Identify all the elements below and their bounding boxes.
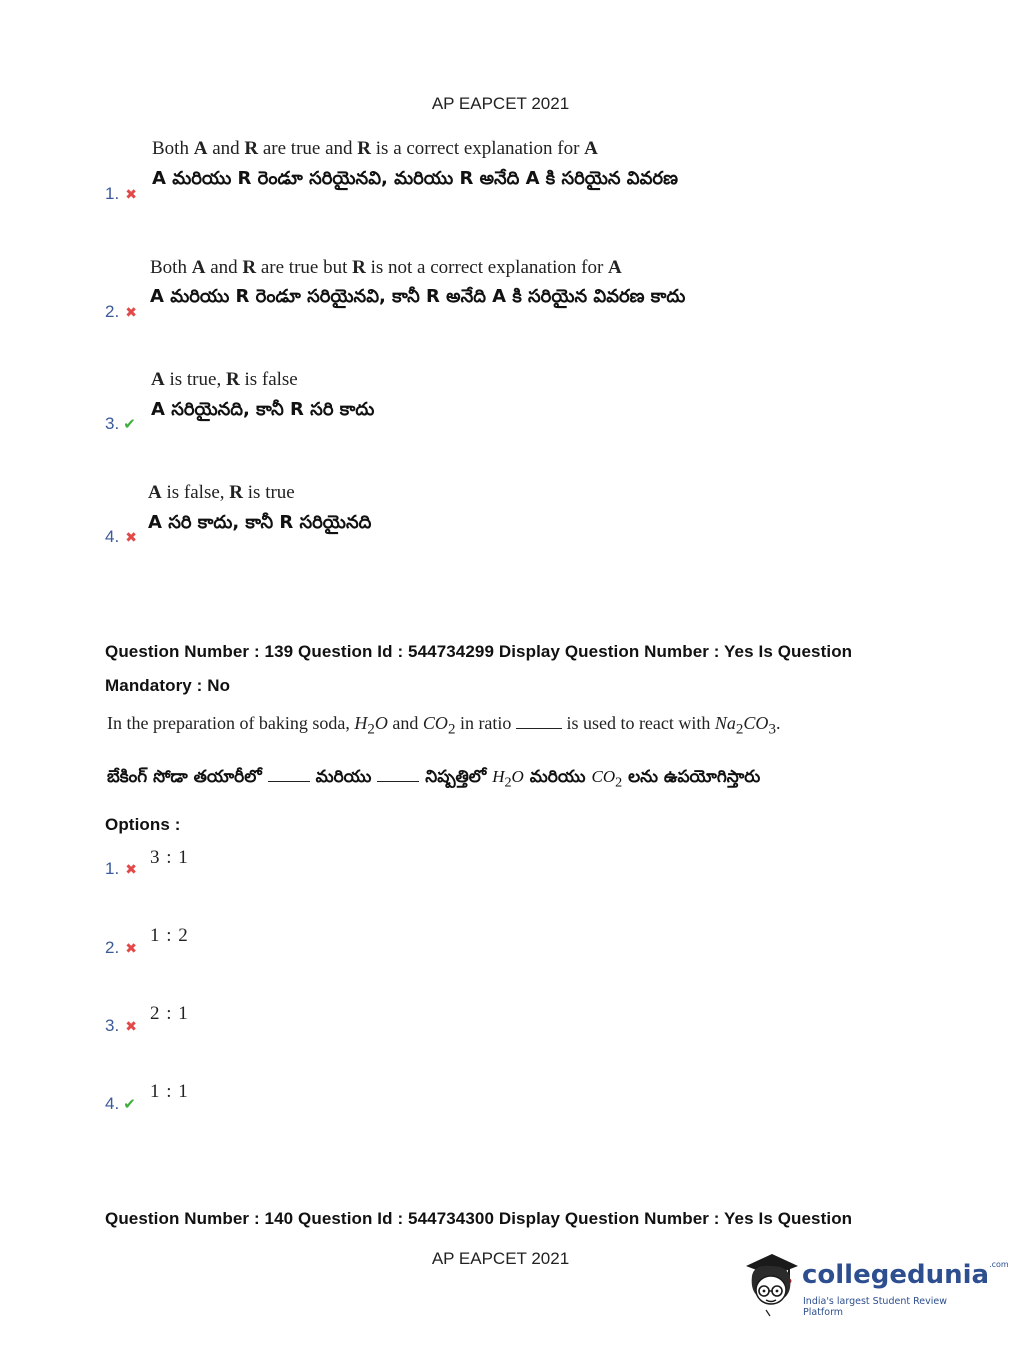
option-value: 1 : 2	[150, 925, 189, 946]
option-value: 3 : 1	[150, 847, 189, 868]
page-header: AP EAPCET 2021	[431, 94, 570, 113]
option-number: 4. ✔	[105, 1094, 136, 1113]
option-value: 1 : 1	[150, 1081, 189, 1102]
logo-tagline: India's largest Student Review Platform	[803, 1296, 947, 1318]
question-139-text-en: In the preparation of baking soda, $H_2O$ and $CO_2$ in ratio is used to react with $Na_2CO_3$.	[107, 713, 781, 738]
option-text-en: A is true, R is false	[151, 369, 298, 390]
option-number: 2. ✖	[105, 302, 137, 321]
option-value: 2 : 1	[150, 1003, 189, 1024]
wrong-cross-icon: ✖	[125, 304, 137, 320]
answer-blank	[268, 767, 310, 782]
option-number: 3. ✔	[105, 414, 136, 433]
answer-blank	[377, 767, 419, 782]
wrong-cross-icon: ✖	[125, 940, 137, 956]
answer-blank	[516, 714, 562, 729]
logo-wordmark: collegedunia$^{.com}$	[802, 1260, 1009, 1290]
option-number: 3. ✖	[105, 1016, 137, 1035]
option-text-te: A మరియు R రెండూ సరియైనవి, మరియు R అనేది A కి సరియైన వివరణ	[152, 168, 678, 189]
wrong-cross-icon: ✖	[125, 1018, 137, 1034]
option-number: 2. ✖	[105, 938, 137, 957]
option-number: 4. ✖	[105, 527, 137, 546]
wrong-cross-icon: ✖	[125, 861, 137, 877]
collegedunia-logo	[742, 1250, 1009, 1320]
option-text-te: A సరి కాదు, కానీ R సరియైనది	[148, 512, 372, 533]
correct-check-icon: ✔	[123, 416, 136, 433]
option-text-te: A సరియైనది, కానీ R సరి కాదు	[151, 399, 375, 420]
correct-check-icon: ✔	[123, 1096, 136, 1113]
question-139-text-te: బేకింగ్ సోడా తయారీలో మరియు నిష్పత్తిలో $H_2O$ మరియు $CO_2$ లను ఉపయోగిస్తారు	[107, 767, 761, 791]
question-139-header-line1: Question Number : 139 Question Id : 544734299 Display Question Number : Yes Is Question	[105, 642, 853, 661]
options-label: Options :	[105, 815, 181, 834]
page-footer: AP EAPCET 2021	[431, 1249, 570, 1268]
option-number: 1. ✖	[105, 859, 137, 878]
option-text-en: Both A and R are true but R is not a correct explanation for A	[150, 257, 622, 278]
question-140-header-line1: Question Number : 140 Question Id : 544734300 Display Question Number : Yes Is Question	[105, 1209, 853, 1228]
option-text-te: A మరియు R రెండూ సరియైనవి, కానీ R అనేది A కి సరియైన వివరణ కాదు	[150, 286, 686, 307]
option-text-en: Both A and R are true and R is a correct explanation for A	[152, 138, 598, 159]
option-number: 1. ✖	[105, 184, 137, 203]
option-text-en: A is false, R is true	[148, 482, 295, 503]
question-139-header-line2: Mandatory : No	[105, 676, 231, 695]
wrong-cross-icon: ✖	[125, 186, 137, 202]
wrong-cross-icon: ✖	[125, 529, 137, 545]
student-mascot-icon	[742, 1250, 802, 1320]
